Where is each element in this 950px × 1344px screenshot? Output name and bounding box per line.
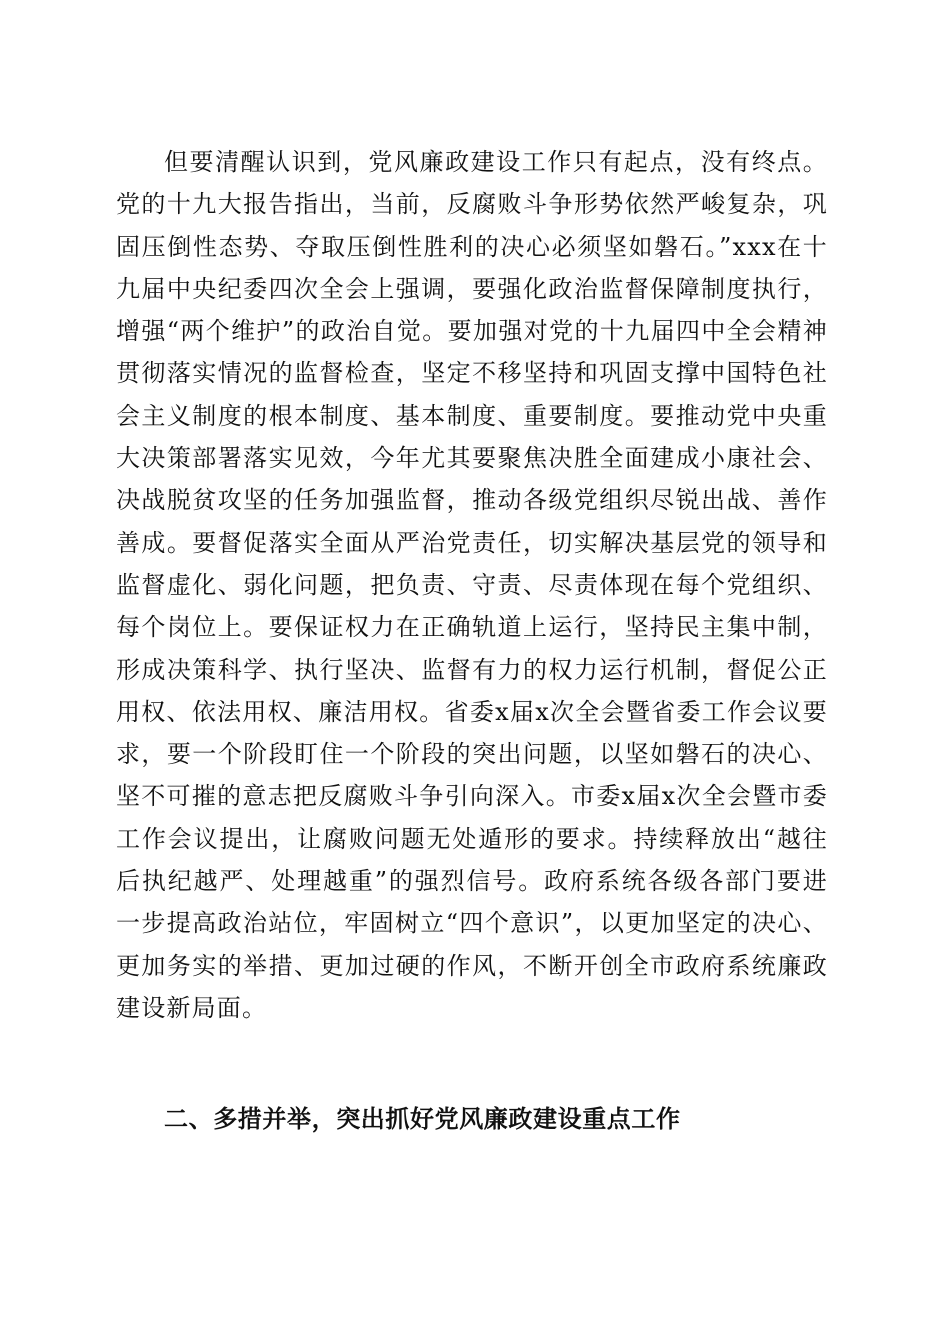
section-heading: 二、多措并举，突出抓好党风廉政建设重点工作 [164, 1105, 681, 1133]
body-paragraph: 但要清醒认识到，党风廉政建设工作只有起点，没有终点。党的十九大报告指出，当前，反腐败斗争形势依然严峻复杂，巩固压倒性态势、夺取压倒性胜利的决心必须坚如磐石。”xxx在十九届中央纪委四次全会上强调，要强化政治监督保障制度执行，增强“两个维护”的政治自觉。要加强对党的十九届四中全会精神贯彻落实情况的监督检查，坚定不移坚持和巩固支撑中国特色社会主义制度的根本制度、基本制度、重要制度。要推动党中央重大决策部署落实见效，今年尤其要聚焦决胜全面建成小康社会、决战脱贫攻坚的任务加强监督，推动各级党组织尽锐出战、善作善成。要督促落实全面从严治党责任，切实解决基层党的领导和监督虚化、弱化问题，把负责、守责、尽责体现在每个党组织、每个岗位上。要保证权力在正确轨道上运行，坚持民主集中制，形成决策科学、执行坚决、监督有力的权力运行机制，督促公正用权、依法用权、廉洁用权。省委x届x次全会暨省委工作会议要求，要一个阶段盯住一个阶段的突出问题，以坚如磐石的决心、坚不可摧的意志把反腐败斗争引向深入。市委x届x次全会暨市委工作会议提出，让腐败问题无处遁形的要求。持续释放出“越往后执纪越严、处理越重”的强烈信号。政府系统各级各部门要进一步提高政治站位，牢固树立“四个意识”，以更加坚定的决心、更加务实的举措、更加过硬的作风，不断开创全市政府系统廉政建设新局面。 [116, 148, 828, 1022]
